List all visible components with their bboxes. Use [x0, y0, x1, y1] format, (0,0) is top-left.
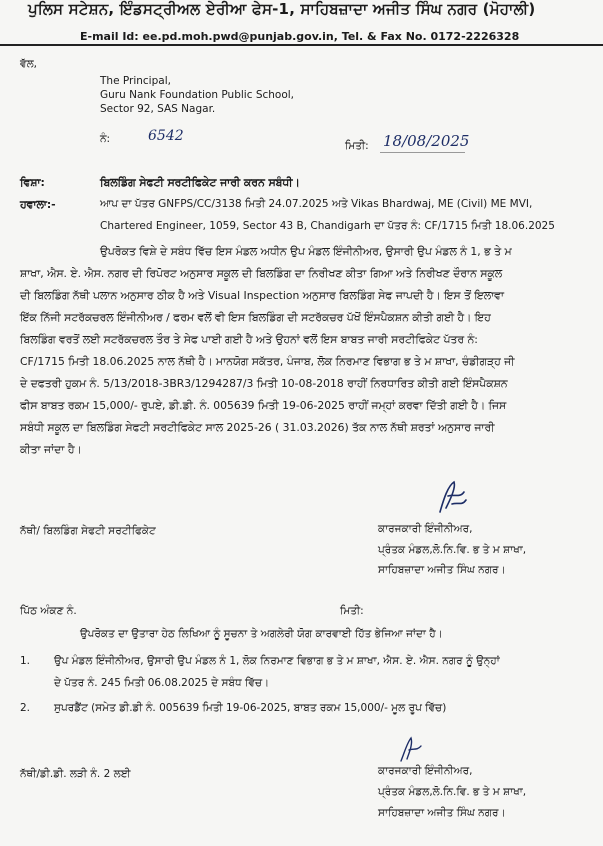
enclosure-note-1: ਨੱਥੀ/ ਬਿਲਡਿੰਗ ਸੇਫਟੀ ਸਰਟੀਫਿਕੇਟ [20, 525, 156, 537]
body-line-3: ਦੀ ਬਿਲਡਿੰਗ ਨੱਥੀ ਪਲਾਨ ਅਨੁਸਾਰ ਠੀਕ ਹੈ ਅਤੇ Visual Inspection ਅਨੁਸਾਰ ਬਿਲਡਿੰਗ ਸੇਫ ਜਾਪਦੀ ਹੈ। ਇਸ ਤੋਂ ਇਲਾਵਾ [20, 289, 505, 302]
letterhead-title: ਪੁਲਿਸ ਸਟੇਸ਼ਨ, ਇੰਡਸਟ੍ਰੀਅਲ ਏਰੀਆ ਫੇਸ-1, ਸਾਹਿਬਜ਼ਾਦਾ ਅਜੀਤ ਸਿੰਘ ਨਗਰ (ਮੋਹਾਲੀ) [28, 0, 536, 18]
letter-date-label: ਮਿਤੀ: [345, 140, 369, 152]
body-line-10: ਕੀਤਾ ਜਾਂਦਾ ਹੈ। [20, 443, 82, 456]
recipient-line-2: Guru Nank Foundation Public School, [100, 89, 295, 101]
body-line-8: ਫੀਸ ਬਾਬਤ ਰਕਮ 15,000/- ਰੁਪਏ, ਡੀ.ਡੀ. ਨੰ. 005639 ਮਿਤੀ 19-06-2025 ਰਾਹੀਂ ਜਮ੍ਹਾਂ ਕਰਵਾ ਦਿੱਤੀ ਗਈ ਹੈ। ਜਿਸ [20, 399, 507, 412]
signature-2-line-2: ਪ੍ਰੰਤਕ ਮੰਡਲ,ਲੋ.ਨਿ.ਵਿ. ਭ ਤੇ ਮ ਸ਼ਾਖਾ, [378, 786, 527, 798]
endorsement-item-1-number: 1. [20, 655, 31, 667]
signature-2-line-1: ਕਾਰਜਕਾਰੀ ਇੰਜੀਨੀਅਰ, [378, 765, 473, 777]
endorsement-intro: ਉਪਰੋਕਤ ਦਾ ਉਤਾਰਾ ਹੇਠ ਲਿਖਿਆ ਨੂੰ ਸੂਚਨਾ ਤੇ ਅਗਲੇਰੀ ਯੋਗ ਕਾਰਵਾਈ ਹਿੱਤ ਭੇਜਿਆ ਜਾਂਦਾ ਹੈ। [80, 628, 443, 640]
signature-1-line-3: ਸਾਹਿਬਜ਼ਾਦਾ ਅਜੀਤ ਸਿੰਘ ਨਗਰ। [378, 564, 506, 576]
reference-line-2: Chartered Engineer, 1059, Sector 43 B, Chandigarh ਦਾ ਪੱਤਰ ਨੰ: CF/1715 ਮਿਤੀ 18.06.2025 [100, 220, 555, 232]
reference-label: ਹਵਾਲਾ:- [20, 198, 56, 211]
letter-number-value: 6542 [148, 128, 184, 144]
endorsement-item-1-line-2: ਦੇ ਪੱਤਰ ਨੰ. 245 ਮਿਤੀ 06.08.2025 ਦੇ ਸਬੰਧ ਵਿੱਚ। [54, 677, 270, 689]
letter-date-value: 18/08/2025 [383, 132, 470, 150]
signature-1-line-1: ਕਾਰਜਕਾਰੀ ਇੰਜੀਨੀਅਰ, [378, 523, 473, 535]
recipient-line-3: Sector 92, SAS Nagar. [100, 103, 216, 115]
signature-scribble-icon [430, 478, 470, 516]
date-underline [380, 152, 465, 153]
endorsement-date-label: ਮਿਤੀ: [340, 605, 364, 617]
signature-scribble-2-icon [395, 735, 425, 763]
letter-number-label: ਨੰ: [100, 133, 111, 145]
recipient-line-1: The Principal, [100, 75, 171, 87]
to-label: ਵੱਲ, [20, 58, 38, 70]
subject-label: ਵਿਸ਼ਾ: [20, 176, 45, 189]
body-line-9: ਸਬੰਧੀ ਸਕੂਲ ਦਾ ਬਿਲਡਿੰਗ ਸੇਫਟੀ ਸਰਟੀਫਿਕੇਟ ਸਾਲ 2025-26 ( 31.03.2026) ਤੱਕ ਨਾਲ ਨੱਥੀ ਸ਼ਰਤਾਂ ਅਨੁਸਾਰ ਜਾਰੀ [20, 421, 495, 434]
reference-line-1: ਆਪ ਦਾ ਪੱਤਰ GNFPS/CC/3138 ਮਿਤੀ 24.07.2025 ਅਤੇ Vikas Bhardwaj, ME (Civil) ME MVI, [100, 198, 533, 210]
body-line-7: ਦੇ ਦਫਤਰੀ ਹੁਕਮ ਨੰ. 5/13/2018-3BR3/1294287/3 ਮਿਤੀ 10-08-2018 ਰਾਹੀਂ ਨਿਰਧਾਰਿਤ ਕੀਤੀ ਗਈ ਇੰਸਪੈਕਸ਼ਨ [20, 377, 508, 390]
header-divider [0, 44, 603, 46]
signature-2-line-3: ਸਾਹਿਬਜ਼ਾਦਾ ਅਜੀਤ ਸਿੰਘ ਨਗਰ। [378, 807, 506, 819]
letterhead-contact: E-mail Id: ee.pd.moh.pwd@punjab.gov.in, Tel. & Fax No. 0172-2226328 [80, 30, 520, 43]
endorsement-item-1-line-1: ਉਪ ਮੰਡਲ ਇੰਜੀਨੀਅਰ, ਉਸਾਰੀ ਉਪ ਮੰਡਲ ਨੰ 1, ਲੋਕ ਨਿਰਮਾਣ ਵਿਭਾਗ ਭ ਤੇ ਮ ਸ਼ਾਖਾ, ਐਸ. ਏ. ਐਸ. ਨਗਰ ਨੂੰ ਉਨ੍ਹਾਂ [54, 655, 500, 667]
enclosure-note-2: ਨੱਥੀ/ਡੀ.ਡੀ. ਲੜੀ ਨੰ. 2 ਲਈ [20, 768, 131, 780]
body-line-6: CF/1715 ਮਿਤੀ 18.06.2025 ਨਾਲ ਨੱਥੀ ਹੈ। ਮਾਨਯੋਗ ਸਕੱਤਰ, ਪੰਜਾਬ, ਲੋਕ ਨਿਰਮਾਣ ਵਿਭਾਗ ਭ ਤੇ ਮ ਸ਼ਾਖਾ, ਚੰਡੀਗੜ੍ਹ ਜੀ [20, 355, 515, 368]
body-line-4: ਇੱਕ ਨਿੱਜੀ ਸਟਰੱਕਚਰਲ ਇੰਜੀਨੀਅਰ / ਫਰਮ ਵਲੋਂ ਵੀ ਇਸ ਬਿਲਡਿੰਗ ਦੀ ਸਟਰੱਕਚਰ ਪੱਖੋਂ ਇੰਸਪੈਕਸ਼ਨ ਕੀਤੀ ਗਈ ਹੈ। ਇਹ [20, 311, 491, 324]
signature-1-line-2: ਪ੍ਰੰਤਕ ਮੰਡਲ,ਲੋ.ਨਿ.ਵਿ. ਭ ਤੇ ਮ ਸ਼ਾਖਾ, [378, 544, 527, 556]
body-line-2: ਸ਼ਾਖਾ, ਐਸ. ਏ. ਐਸ. ਨਗਰ ਦੀ ਰਿਪੋਰਟ ਅਨੁਸਾਰ ਸਕੂਲ ਦੀ ਬਿਲਡਿੰਗ ਦਾ ਨਿਰੀਖਣ ਕੀਤਾ ਗਿਆ ਅਤੇ ਨਿਰੀਖਣ ਦੌਰਾਨ ਸਕੂਲ [20, 267, 503, 280]
endorsement-item-2-line-1: ਸੁਪਰਡੈਂਟ (ਸਮੇਤ ਡੀ.ਡੀ ਨੰ. 005639 ਮਿਤੀ 19-06-2025, ਬਾਬਤ ਰਕਮ 15,000/- ਮੂਲ ਰੂਪ ਵਿੱਚ) [54, 702, 447, 714]
subject-text: ਬਿਲਡਿੰਗ ਸੇਫਟੀ ਸਰਟੀਫਿਕੇਟ ਜਾਰੀ ਕਰਨ ਸਬੰਧੀ। [100, 176, 300, 189]
body-line-5: ਬਿਲਡਿੰਗ ਵਰਤੋਂ ਲਈ ਸਟਰੱਕਚਰਲ ਤੌਰ ਤੇ ਸੇਫ ਪਾਈ ਗਈ ਹੈ ਅਤੇ ਉਹਨਾਂ ਵਲੋਂ ਇਸ ਬਾਬਤ ਜਾਰੀ ਸਰਟੀਫਿਕੇਟ ਪੱਤਰ ਨੰ: [20, 333, 478, 346]
endorsement-number-label: ਪਿੱਠ ਅੰਕਣ ਨੰ. [20, 605, 77, 617]
endorsement-item-2-number: 2. [20, 702, 31, 714]
body-line-1: ਉਪਰੋਕਤ ਵਿਸ਼ੇ ਦੇ ਸਬੰਧ ਵਿੱਚ ਇਸ ਮੰਡਲ ਅਧੀਨ ਉਪ ਮੰਡਲ ਇੰਜੀਨੀਅਰ, ਉਸਾਰੀ ਉਪ ਮੰਡਲ ਨੰ 1, ਭ ਤੇ ਮ [100, 245, 512, 258]
